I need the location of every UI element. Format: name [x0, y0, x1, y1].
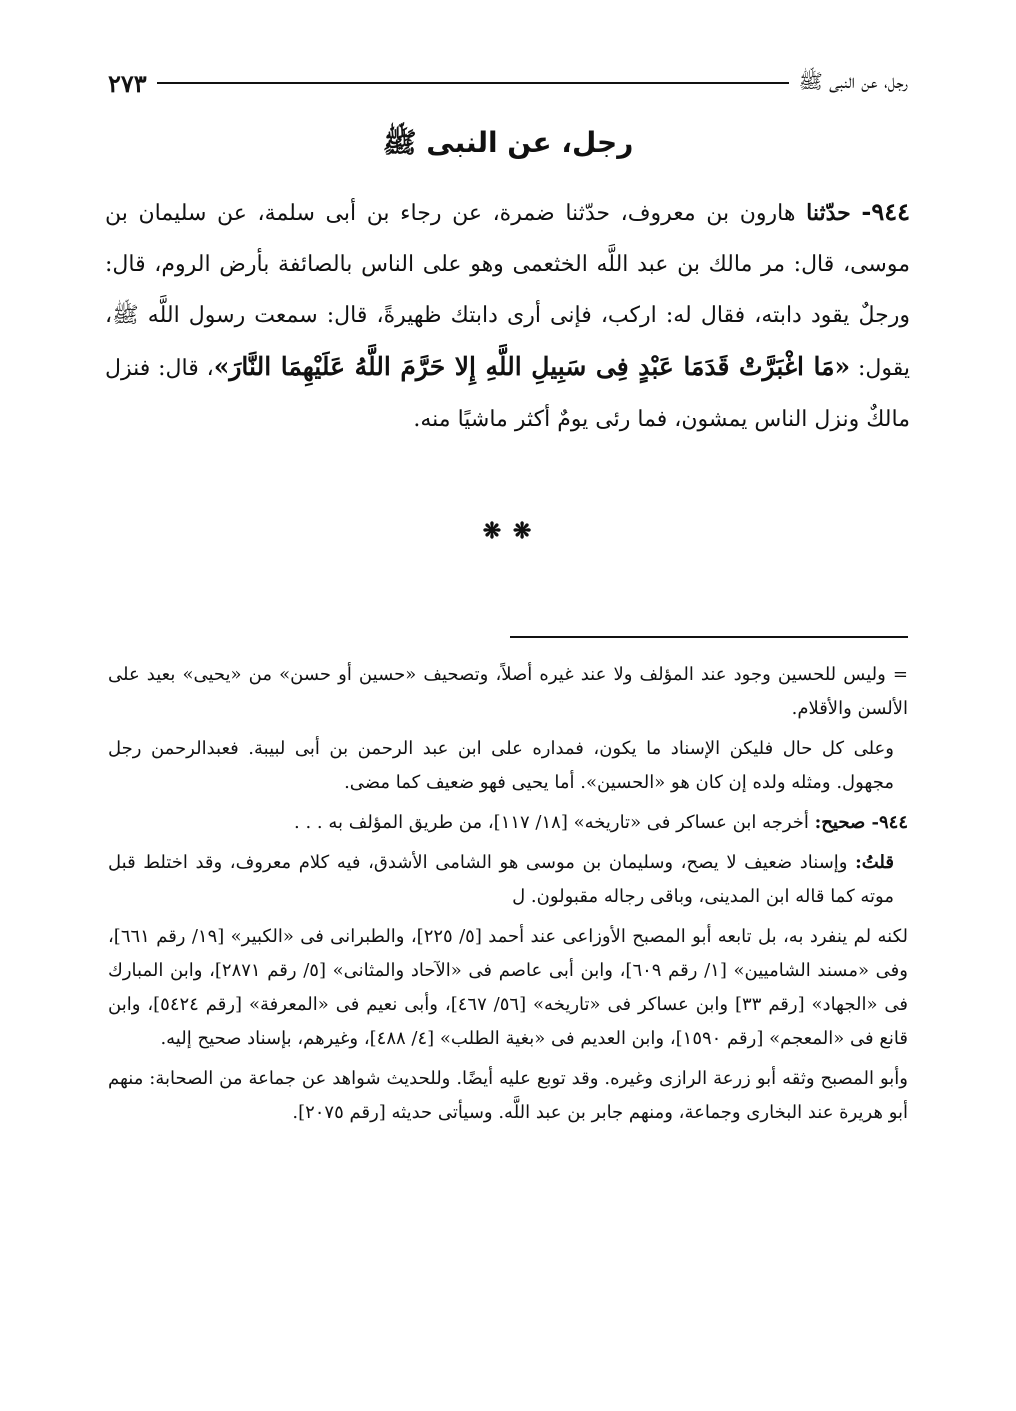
section-divider: ❋ ❋	[482, 518, 534, 544]
footnote-grade: ٩٤٤- صحيح:	[814, 812, 908, 833]
footnote-takhrij	[108, 806, 908, 840]
hadith-lead: حدّثنا	[806, 200, 851, 226]
footnote-comment-label: قلتُ:	[855, 852, 894, 873]
running-header	[108, 66, 908, 100]
footnote-paragraph: لكنه لم ينفرد به، بل تابعه أبو المصبح الأوزاعى عند أحمد [٥/ ٢٢٥]، والطبرانى فى «الكبير» [١٩/ رقم ٦٦١]، وفى «مسند الشاميين» [١/ رقم ٦٠٩]، وابن أبى عاصم فى «الآحاد والمثانى» [٥/ رقم ٢٨٧١]، وابن المبارك فى «الجهاد» [رقم ٣٣] وابن عساكر فى «تاريخه» [٥٦/ ٤٦٧]، وأبى نعيم فى «المعرفة» [رقم ٥٤٢٤]، وابن قانع فى «المعجم» [رقم ١٥٩٠]، وابن العديم فى «بغية الطلب» [٤/ ٤٨٨]، وغيرهم، بإسناد صحيح إليه.	[108, 926, 908, 1049]
footnote-continuation: = وليس للحسين وجود عند المؤلف ولا عند غيره أصلاً، وتصحيف «حسين أو حسن» من «يحيى» بعيد على الألسن والأقلام.	[108, 664, 908, 719]
footnote-paragraph: وأبو المصبح وثقه أبو زرعة الرازى وغيره. وقد توبع عليه أيضًا. وللحديث شواهد عن جماعة من الصحابة: منهم أبو هريرة عند البخارى وجماعة، ومنهم جابر بن عبد اللَّه. وسيأتى حديثه [رقم ٢٠٧٥].	[108, 1068, 908, 1123]
hadith-text	[105, 186, 910, 445]
hadith-chain: هارون بن معروف، حدّثنا ضمرة، عن رجاء بن أبى سلمة، عن سليمان بن موسى، قال: مر مالك بن عبد اللَّه الخثعمى وهو على الناس بالصائفة بأرض الروم، قال: ورجلٌ يقود دابته، فقال له: اركب، فإنى أرى دابتك ظهيرةً، قال: سمعت رسول اللَّه ﷺ، يقول:	[105, 201, 911, 381]
hadith-quote: «مَا اغْبَرَّتْ قَدَمَا عَبْدٍ فِى سَبِيلِ اللَّهِ إِلا حَرَّمَ اللَّهُ عَلَيْهِمَا النَّارَ»	[213, 352, 851, 381]
running-title: رجل، عن النبى ﷺ	[798, 68, 908, 93]
footnote-paragraph: وعلى كل حال فليكن الإسناد ما يكون، فمداره على ابن عبد الرحمن بن أبى لبيبة. فعبدالرحمن رجل مجهول. ومثله ولده إن كان هو «الحسين». أما يحيى فهو ضعيف كما مضى.	[108, 738, 894, 793]
footnote-takhrij-text: أخرجه ابن عساكر فى «تاريخه» [١٨/ ١١٧]، من طريق المؤلف به . . .	[294, 812, 809, 833]
header-rule	[157, 82, 789, 84]
footnote-comment	[108, 846, 908, 914]
footnote-comment-text: وإسناد ضعيف لا يصح، وسليمان بن موسى هو الشامى الأشدق، فيه كلام معروف، وقد اختلط قبل موته كما قاله ابن المدينى، وباقى رجاله مقبولون. ل	[108, 852, 894, 907]
chapter-title: رجل، عن النبى ﷺ	[382, 126, 634, 159]
page-number: ٢٧٣	[108, 68, 147, 98]
hadith-ending: ، قال: فنزل مالكٌ ونزل الناس يمشون، فما رئى يومٌ أكثر ماشيًا منه.	[105, 356, 910, 432]
footnotes	[108, 658, 908, 1136]
hadith-number: ٩٤٤-	[861, 197, 910, 226]
footnote-rule	[510, 636, 908, 638]
